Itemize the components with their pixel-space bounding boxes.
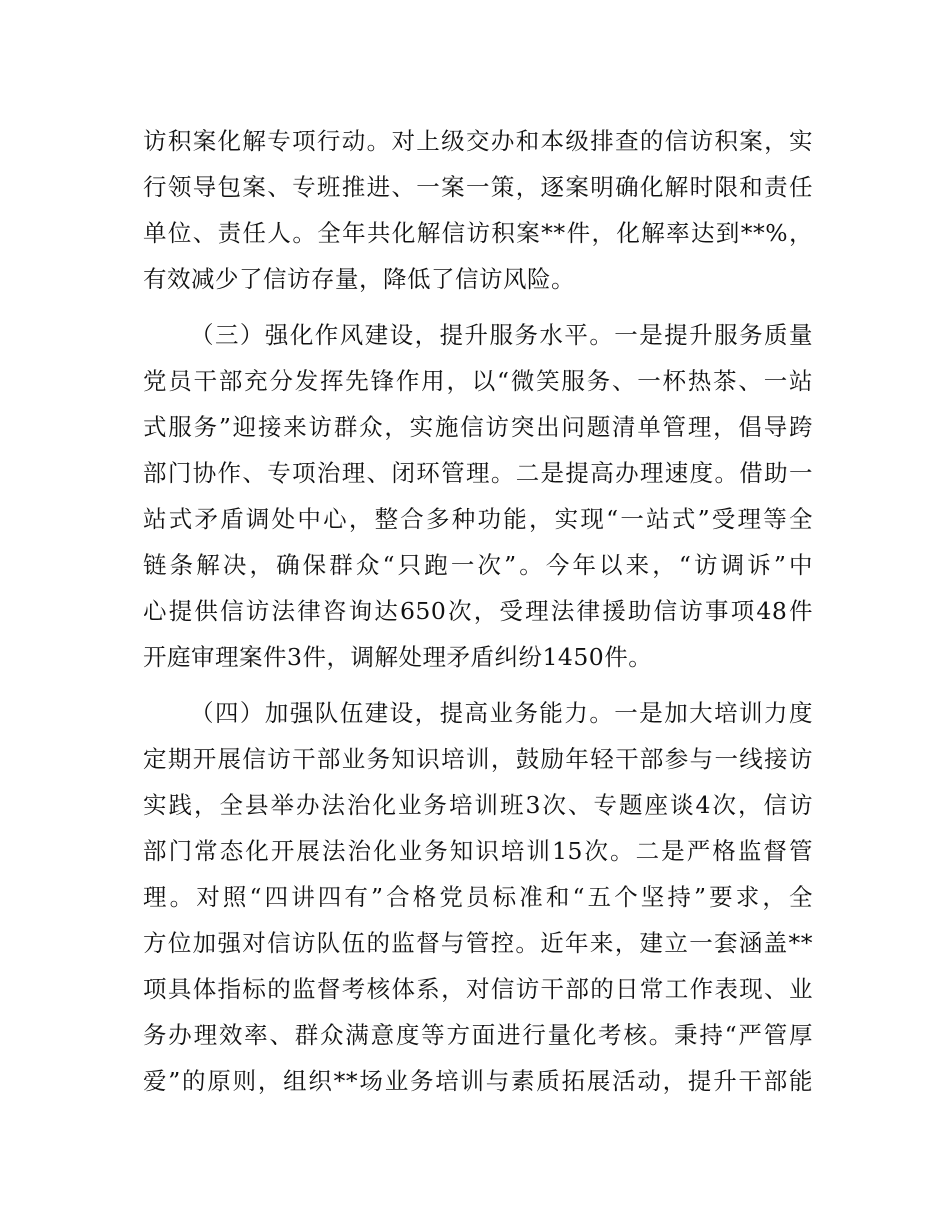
text-line: 链条解决，确保群众“只跑一次”。今年以来，“访调诉”中 xyxy=(143,551,813,579)
text-line: 部门常态化开展法治化业务知识培训15次。二是严格监督管 xyxy=(143,837,813,865)
text-line: 心提供信访法律咨询达650次，受理法律援助信访事项48件 xyxy=(143,597,813,625)
text-line: （三）强化作风建设，提升服务水平。一是提升服务质量 xyxy=(190,321,813,349)
text-line: 务办理效率、群众满意度等方面进行量化考核。秉持“严管厚 xyxy=(143,1021,813,1049)
text-line: 项具体指标的监督考核体系，对信访干部的日常工作表现、业 xyxy=(143,975,813,1003)
text-line: 党员干部充分发挥先锋作用，以“微笑服务、一杯热茶、一站 xyxy=(143,367,813,395)
text-line: 方位加强对信访队伍的监督与管控。近年来，建立一套涵盖** xyxy=(143,929,813,957)
paragraph-section-three xyxy=(143,312,813,680)
text-line: 式服务”迎接来访群众，实施信访突出问题清单管理，倡导跨 xyxy=(143,413,813,441)
text-line: 有效减少了信访存量，降低了信访风险。 xyxy=(143,265,575,293)
text-line: 爱”的原则，组织**场业务培训与素质拓展活动，提升干部能 xyxy=(143,1067,813,1095)
text-line: 实践，全县举办法治化业务培训班3次、专题座谈4次，信访 xyxy=(143,791,813,819)
text-line: 部门协作、专项治理、闭环管理。二是提高办理速度。借助一 xyxy=(143,459,813,487)
text-line: 访积案化解专项行动。对上级交办和本级排查的信访积案，实 xyxy=(143,127,813,155)
paragraph-section-four xyxy=(143,690,813,1104)
text-line: 定期开展信访干部业务知识培训，鼓励年轻干部参与一线接访 xyxy=(143,745,813,773)
paragraph-backlog-resolution xyxy=(143,118,813,302)
text-line: 开庭审理案件3件，调解处理矛盾纠纷1450件。 xyxy=(143,643,653,671)
text-line: 行领导包案、专班推进、一案一策，逐案明确化解时限和责任 xyxy=(143,173,813,201)
body-text xyxy=(143,118,813,1104)
text-line: 理。对照“四讲四有”合格党员标准和“五个坚持”要求，全 xyxy=(143,883,813,911)
text-line: （四）加强队伍建设，提高业务能力。一是加大培训力度 xyxy=(190,699,813,727)
text-line: 单位、责任人。全年共化解信访积案**件，化解率达到**%， xyxy=(143,219,813,247)
text-line: 站式矛盾调处中心，整合多种功能，实现“一站式”受理等全 xyxy=(143,505,813,533)
